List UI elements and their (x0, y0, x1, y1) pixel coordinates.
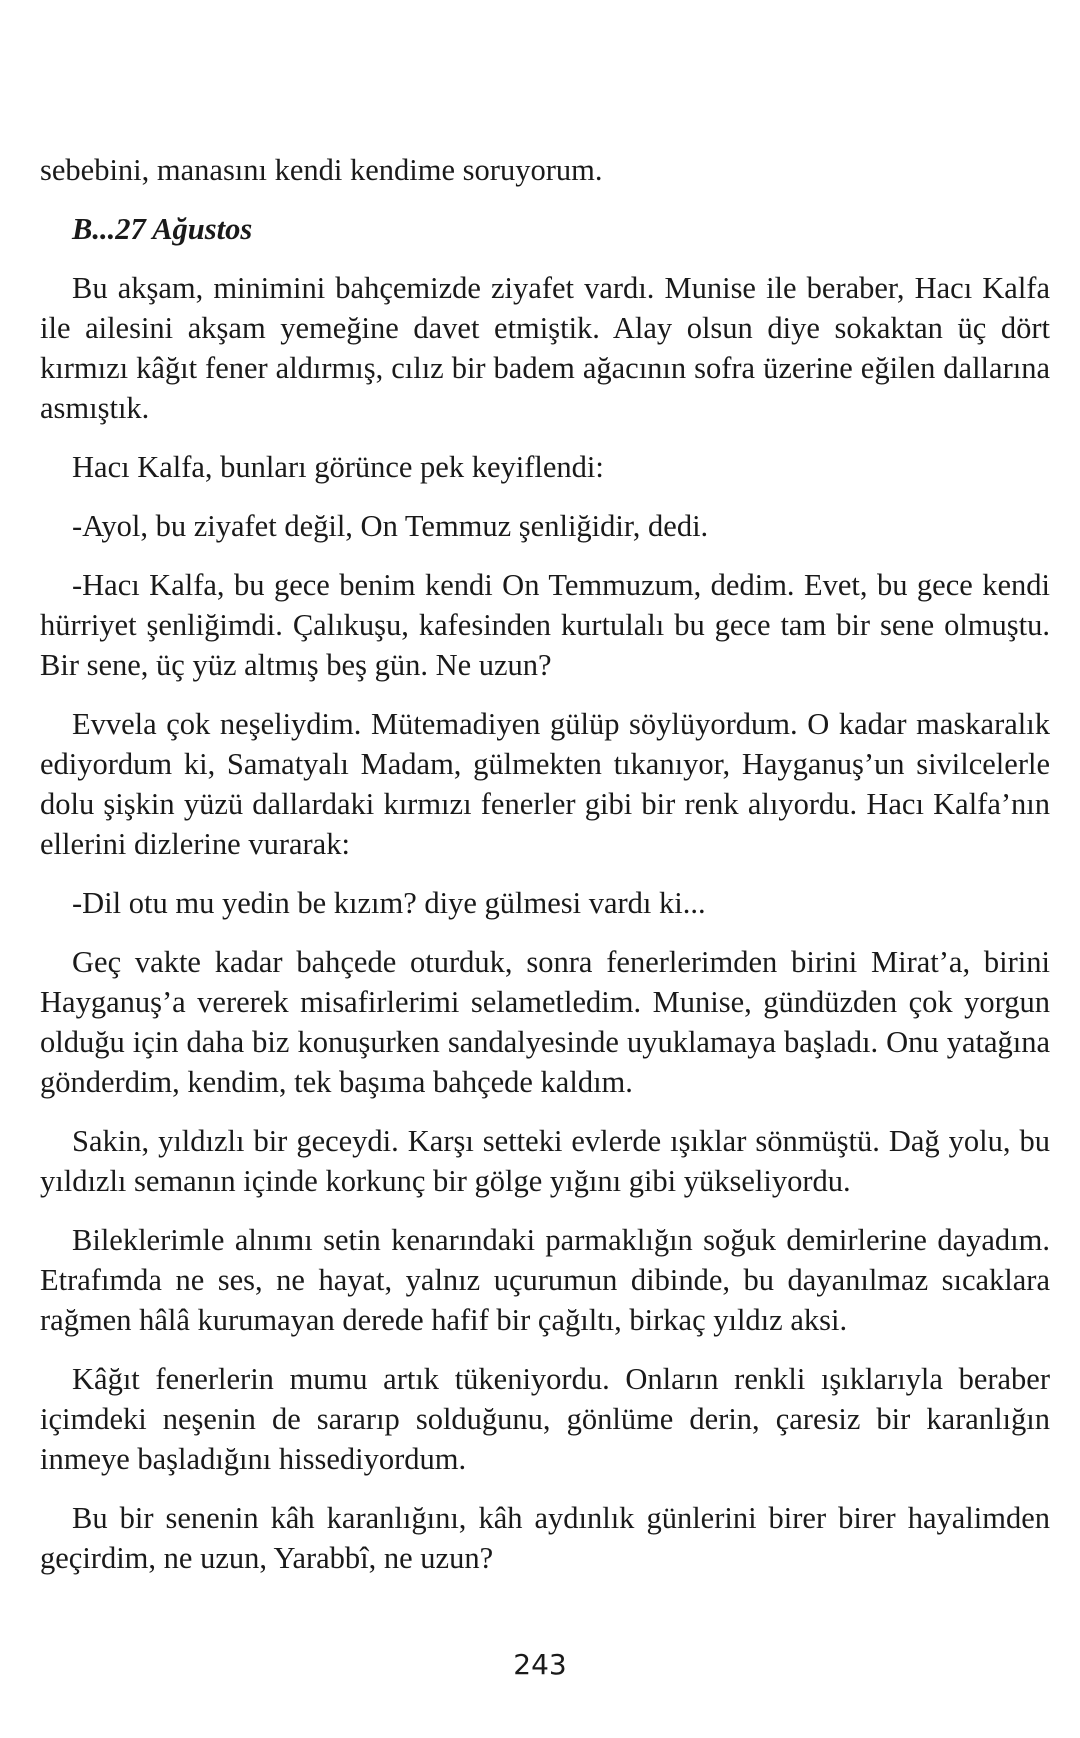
paragraph-5: Evvela çok neşeliydim. Mütemadiyen gülüp söylüyordum. O kadar maskaralık ediyordum ki, Samatyalı Madam, gülmekten tıkanıyor, Hayganuş’un sivilcelerle dolu şişkin yüzü dallardaki kırmızı fenerler gibi bir renk alıyordu. Hacı Kalfa’nın ellerini dizlerine vurarak: (40, 707, 1050, 861)
book-page-body (40, 150, 1050, 1597)
diary-date-heading: B...27 Ağustos (72, 212, 253, 246)
paragraph-6: -Dil otu mu yedin be kızım? diye gülmesi vardı ki... (72, 886, 706, 920)
paragraph-4: -Hacı Kalfa, bu gece benim kendi On Temmuzum, dedim. Evet, bu gece kendi hürriyet şenliğimdi. Çalıkuşu, kafesinden kurtulalı bu gece tam bir sene olmuştu. Bir sene, üç yüz altmış beş gün. Ne uzun? (40, 568, 1050, 682)
page-number: 243 (513, 1648, 567, 1681)
continuation-paragraph: sebebini, manasını kendi kendime soruyorum. (40, 153, 603, 187)
paragraph-9: Bileklerimle alnımı setin kenarındaki parmaklığın soğuk demirlerine dayadım. Etrafımda ne ses, ne hayat, yalnız uçurumun dibinde, bu dayanılmaz sıcaklara rağmen hâlâ kurumayan derede hafif bir çağıltı, birkaç yıldız aksi. (40, 1223, 1050, 1337)
paragraph-7: Geç vakte kadar bahçede oturduk, sonra fenerlerimden birini Mirat’a, birini Hayganuş’a vererek misafirlerimi selametledim. Munise, gündüzden çok yorgun olduğu için daha biz konuşurken sandalyesinde uyuklamaya başladı. Onu yatağına gönderdim, kendim, tek başıma bahçede kaldım. (40, 945, 1050, 1099)
paragraph-11: Bu bir senenin kâh karanlığını, kâh aydınlık günlerini birer birer hayalimden geçirdim, ne uzun, Yarabbî, ne uzun? (40, 1501, 1050, 1575)
paragraph-8: Sakin, yıldızlı bir geceydi. Karşı setteki evlerde ışıklar sönmüştü. Dağ yolu, bu yıldızlı semanın içinde korkunç bir gölge yığını gibi yükseliyordu. (40, 1124, 1050, 1198)
paragraph-10: Kâğıt fenerlerin mumu artık tükeniyordu. Onların renkli ışıklarıyla beraber içimdeki neşenin de sararıp solduğunu, gönlüme derin, çaresiz bir karanlığın inmeye başladığını hissediyordum. (40, 1362, 1050, 1476)
paragraph-3: -Ayol, bu ziyafet değil, On Temmuz şenliğidir, dedi. (72, 509, 709, 543)
paragraph-2: Hacı Kalfa, bunları görünce pek keyiflendi: (72, 450, 604, 484)
paragraph-1: Bu akşam, minimini bahçemizde ziyafet vardı. Munise ile beraber, Hacı Kalfa ile ailesini akşam yemeğine davet etmiştik. Alay olsun diye sokaktan üç dört kırmızı kâğıt fener aldırmış, cılız bir badem ağacının sofra üzerine eğilen dallarına asmıştık. (40, 271, 1050, 425)
